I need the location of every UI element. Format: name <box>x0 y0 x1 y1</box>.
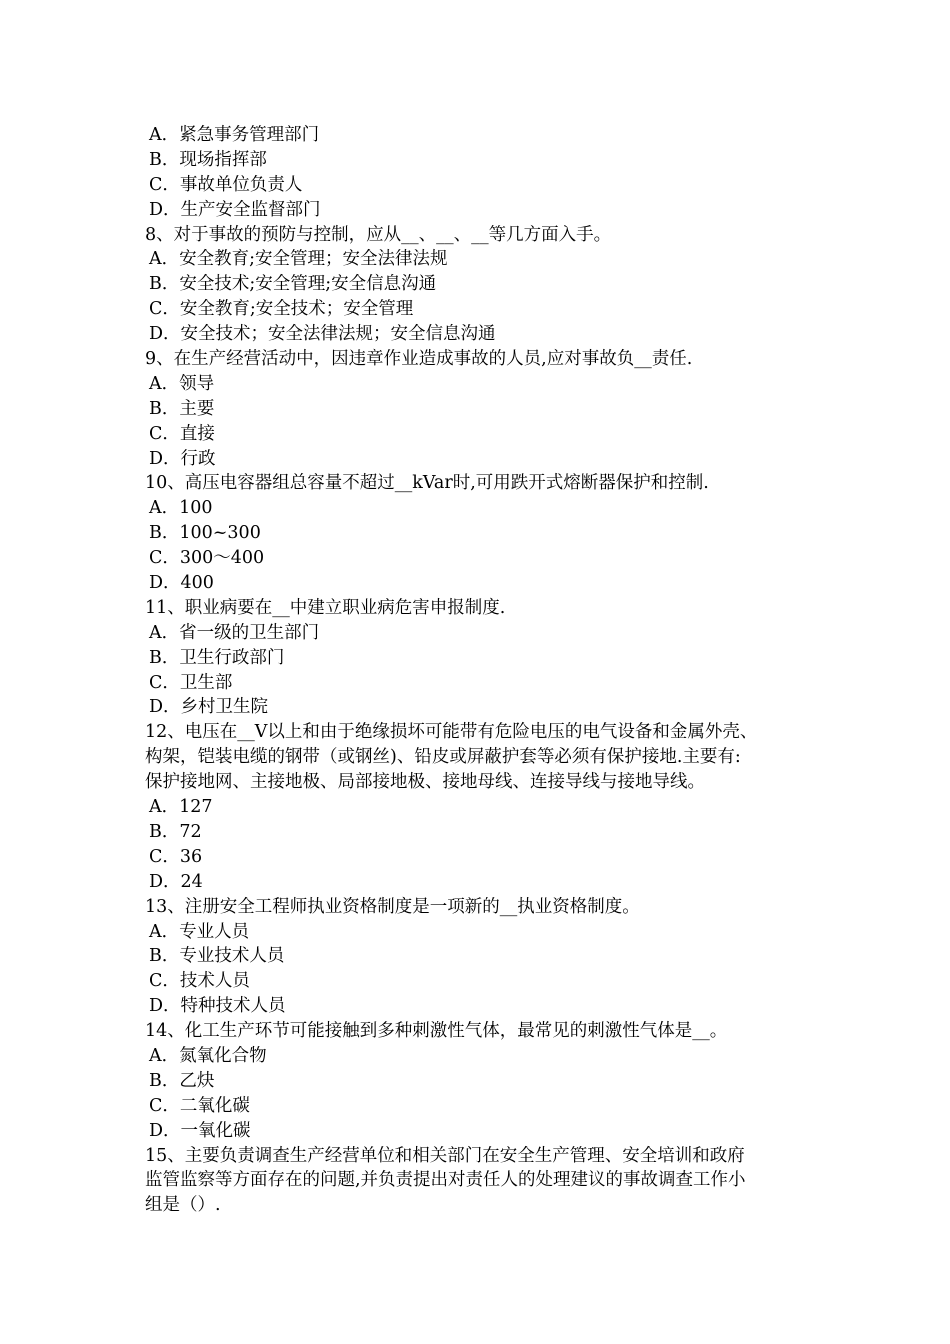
answer-option: A．紧急事务管理部门 <box>149 125 320 145</box>
question-text: 8、对于事故的预防与控制，应从__、__、__等几方面入手。 <box>145 224 612 245</box>
question-text: 10、高压电容器组总容量不超过__kVar时,可用跌开式熔断器保护和控制. <box>145 473 709 494</box>
answer-option: D．安全技术；安全法律法规；安全信息沟通 <box>149 324 496 345</box>
answer-option: B．专业技术人员 <box>149 946 285 967</box>
answer-option: D．生产安全监督部门 <box>149 199 321 220</box>
answer-option: A．领导 <box>149 373 215 394</box>
answer-option: B．主要 <box>149 398 215 419</box>
answer-option: B．安全技术;安全管理;安全信息沟通 <box>149 274 437 295</box>
answer-option: C．卫生部 <box>149 672 233 693</box>
answer-option: B．乙炔 <box>149 1070 215 1091</box>
answer-option: A．省一级的卫生部门 <box>149 622 320 643</box>
answer-option: C．技术人员 <box>149 971 250 992</box>
answer-option: C．二氧化碳 <box>149 1095 250 1116</box>
answer-option: D．行政 <box>149 448 216 469</box>
answer-option: C．安全教育;安全技术；安全管理 <box>149 299 414 320</box>
question-text: 保护接地网、主接地极、局部接地极、接地母线、连接导线与接地导线。 <box>145 772 705 793</box>
question-text: 监管监察等方面存在的问题,并负责提出对责任人的处理建议的事故调查工作小 <box>145 1170 746 1191</box>
answer-option: C．300～400 <box>149 548 265 569</box>
question-text: 组是（）. <box>145 1195 221 1216</box>
answer-option: A．100 <box>149 498 213 519</box>
answer-option: C．36 <box>149 846 203 867</box>
question-text: 13、注册安全工程师执业资格制度是一项新的__执业资格制度。 <box>145 896 640 917</box>
answer-option: A．氮氧化合物 <box>149 1045 267 1066</box>
answer-option: C．直接 <box>149 423 215 444</box>
question-text: 9、在生产经营活动中，因违章作业造成事故的人员,应对事故负__责任. <box>145 349 693 370</box>
answer-option: A．安全教育;安全管理；安全法律法规 <box>149 249 448 270</box>
question-text: 15、主要负责调查生产经营单位和相关部门在安全生产管理、安全培训和政府 <box>145 1145 745 1166</box>
document-body <box>145 123 825 1218</box>
answer-option: D．24 <box>149 871 203 892</box>
question-text: 构架，铠装电缆的钢带（或钢丝)、铅皮或屏蔽护套等必须有保护接地.主要有: <box>145 747 741 768</box>
answer-option: B．100~300 <box>149 523 261 544</box>
answer-option: D．一氧化碳 <box>149 1120 251 1141</box>
answer-option: B．现场指挥部 <box>149 149 267 170</box>
question-text: 12、电压在__V以上和由于绝缘损坏可能带有危险电压的电气设备和金属外壳、 <box>145 722 758 743</box>
question-text: 14、化工生产环节可能接触到多种刺激性气体，最常见的刺激性气体是__。 <box>145 1021 728 1042</box>
answer-option: D．特种技术人员 <box>149 996 286 1017</box>
answer-option: D．乡村卫生院 <box>149 697 269 718</box>
question-text: 11、职业病要在__中建立职业病危害申报制度. <box>145 597 506 618</box>
answer-option: A．专业人员 <box>149 921 250 942</box>
answer-option: B．卫生行政部门 <box>149 647 285 668</box>
answer-option: D．400 <box>149 573 214 594</box>
answer-option: B．72 <box>149 821 202 842</box>
answer-option: C．事故单位负责人 <box>149 174 303 195</box>
answer-option: A．127 <box>149 797 213 818</box>
